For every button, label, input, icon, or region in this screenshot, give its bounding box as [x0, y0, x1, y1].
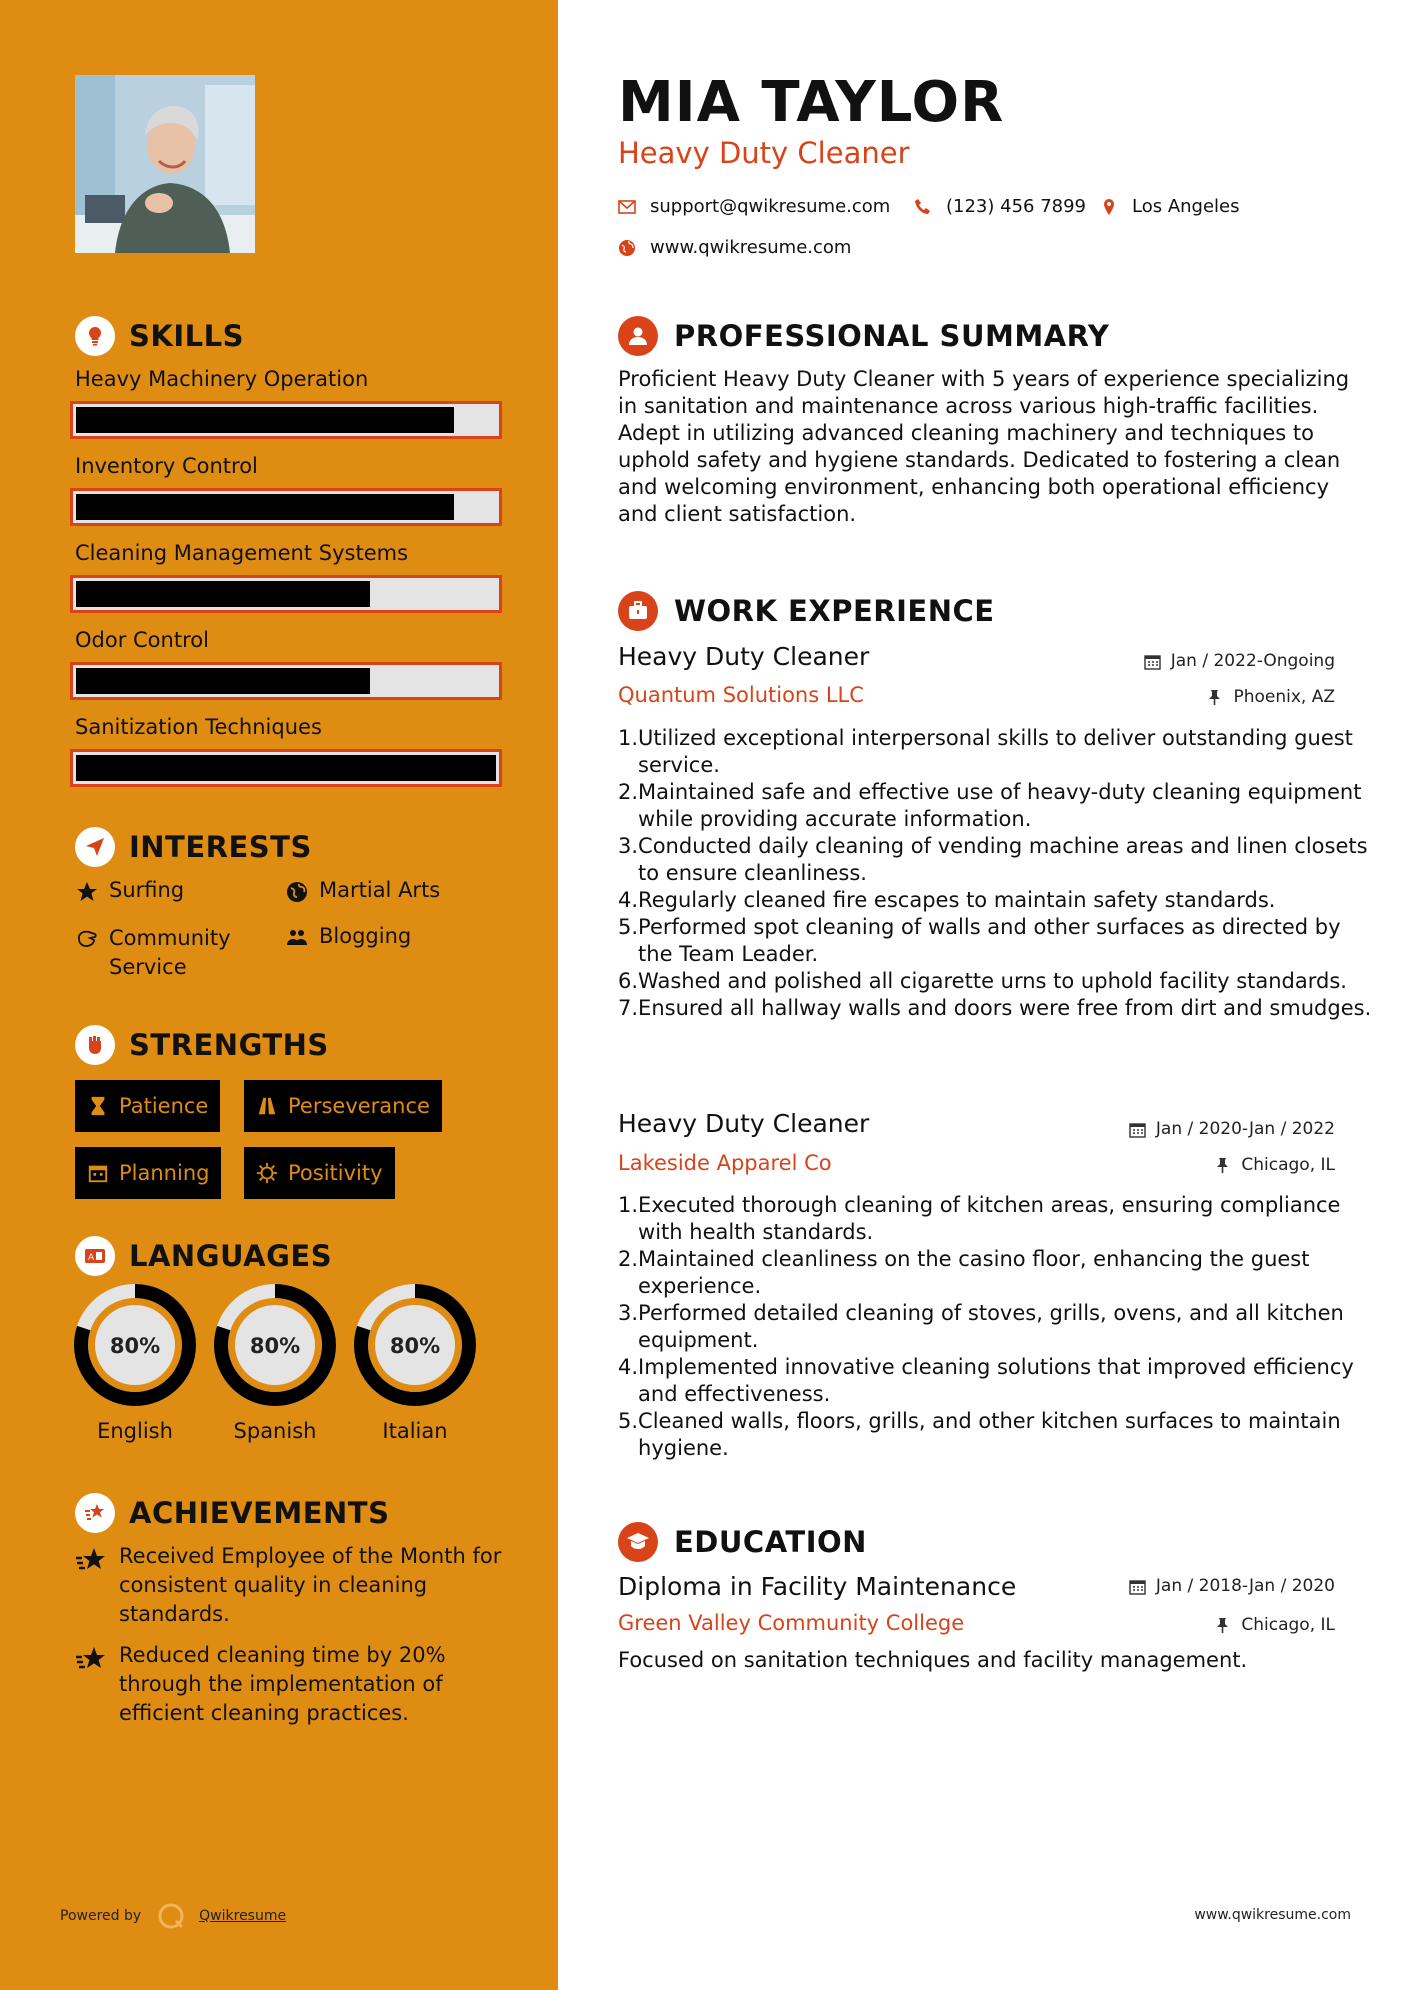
experience-title: WORK EXPERIENCE [674, 594, 995, 628]
skill-label: Sanitization Techniques [75, 715, 322, 739]
list-item: 2. Maintained cleanliness on the casino floor, enhancing the guest experience. [618, 1247, 1310, 1298]
contact-phone[interactable]: (123) 456 7899 [914, 196, 1086, 217]
skill-bar-fill [76, 407, 454, 433]
strength-chip: Patience [75, 1080, 220, 1132]
list-item: 2. Maintained safe and effective use of heavy-duty cleaning equipment while providing accurate information. [618, 780, 1362, 831]
footer-website[interactable]: www.qwikresume.com [1194, 1907, 1351, 1923]
phone-icon [914, 198, 932, 216]
summary-text: Proficient Heavy Duty Cleaner with 5 years of experience specializing in sanitation and maintenance across various high-traffic facilities. Adept in utilizing advanced cleaning machinery and techniques to uphold safety and hygiene standards. Dedicated to fostering a clean and welcoming environment, enhancing both operational efficiency and client satisfaction. [618, 367, 1350, 526]
main-content [558, 0, 1407, 1990]
summary-header [618, 316, 1109, 356]
skill-label: Inventory Control [75, 454, 258, 478]
skill-bar [70, 749, 502, 787]
language-percent: 80% [389, 1334, 441, 1358]
interest-item: Martial Arts [285, 878, 440, 904]
envelope-icon [618, 198, 636, 216]
strength-chip: Positivity [244, 1147, 395, 1199]
trophy-star-icon [75, 1493, 115, 1533]
skill-label: Odor Control [75, 628, 209, 652]
star-icon [75, 1546, 107, 1576]
skill-bar-fill [76, 668, 370, 694]
globe-icon [618, 239, 636, 257]
list-item: 1. Executed thorough cleaning of kitchen areas, ensuring compliance with health standards. [618, 1193, 1341, 1244]
job-dates: Jan / 2020-Jan / 2022 [1129, 1119, 1335, 1139]
svg-text:A: A [88, 1253, 95, 1263]
language-donut [353, 1283, 477, 1407]
strengths-title: STRENGTHS [129, 1028, 329, 1062]
summary-title: PROFESSIONAL SUMMARY [674, 319, 1110, 353]
qwikresume-logo-icon [157, 1902, 185, 1930]
strengths-header [75, 1025, 329, 1065]
skills-header [75, 316, 244, 356]
language-item [353, 1283, 477, 1443]
list-item: 6. Washed and polished all cigarette urns to uphold facility standards. [618, 969, 1347, 993]
contact-website[interactable]: www.qwikresume.com [618, 237, 851, 258]
achievement-item: Received Employee of the Month for consistent quality in cleaning standards. [75, 1542, 505, 1629]
language-name: Italian [382, 1419, 448, 1443]
job-company: Quantum Solutions LLC [618, 683, 864, 707]
skill-bar-fill [76, 494, 454, 520]
list-item: 4. Regularly cleaned fire escapes to maintain safety standards. [618, 888, 1276, 912]
pin-icon [1214, 1617, 1231, 1634]
skill-bar [70, 575, 502, 613]
graduation-icon [618, 1522, 658, 1562]
achievements-title: ACHIEVEMENTS [129, 1496, 390, 1530]
language-donut [73, 1283, 197, 1407]
job-duties [618, 1192, 1378, 1462]
interests-title: INTERESTS [129, 830, 312, 864]
job-role: Heavy Duty Cleaner [618, 642, 870, 671]
person-title: Heavy Duty Cleaner [618, 136, 910, 170]
powered-by: Powered by Qwikresume [60, 1902, 286, 1930]
contact-email[interactable]: support@qwikresume.com [618, 196, 890, 217]
skill-bar-fill [76, 581, 370, 607]
interests-header [75, 827, 312, 867]
language-icon [75, 1236, 115, 1276]
qwikresume-link[interactable]: Qwikresume [199, 1908, 287, 1924]
languages-title: LANGUAGES [129, 1239, 333, 1273]
language-percent: 80% [249, 1334, 301, 1358]
skill-bar [70, 401, 502, 439]
calendar-icon [1144, 653, 1161, 670]
education-degree: Diploma in Facility Maintenance [618, 1572, 1017, 1601]
list-item: 3. Performed detailed cleaning of stoves, grills, ovens, and all kitchen equipment. [618, 1301, 1344, 1352]
job-company: Lakeside Apparel Co [618, 1151, 832, 1175]
users-icon [285, 926, 309, 950]
contact-location: Los Angeles [1100, 196, 1240, 217]
skill-bar [70, 488, 502, 526]
skill-label: Cleaning Management Systems [75, 541, 409, 565]
language-item [213, 1283, 337, 1443]
profile-photo-illustration [75, 75, 255, 253]
profile-photo [75, 75, 255, 253]
map-pin-icon [1100, 198, 1118, 216]
job-duties [618, 725, 1378, 1022]
calendar-icon [87, 1162, 109, 1184]
hand-icon [75, 926, 99, 950]
job-role: Heavy Duty Cleaner [618, 1109, 870, 1138]
job-location: Phoenix, AZ [1206, 687, 1335, 707]
strength-chip: Perseverance [244, 1080, 442, 1132]
strength-chip: Planning [75, 1147, 221, 1199]
paper-plane-icon [75, 827, 115, 867]
skill-bar [70, 662, 502, 700]
education-school: Green Valley Community College [618, 1611, 965, 1635]
list-item: 7. Ensured all hallway walls and doors were free from dirt and smudges. [618, 996, 1372, 1020]
pin-icon [1206, 689, 1223, 706]
globe-icon [285, 880, 309, 904]
interest-item: Blogging [285, 924, 411, 950]
road-icon [256, 1095, 278, 1117]
sidebar [0, 0, 558, 1990]
interest-item: Surfing [75, 878, 184, 904]
languages-header [75, 1236, 332, 1276]
star-icon [75, 880, 99, 904]
experience-header [618, 591, 995, 631]
list-item: 5. Cleaned walls, floors, grills, and other kitchen surfaces to maintain hygiene. [618, 1409, 1341, 1460]
skills-title: SKILLS [129, 319, 244, 353]
star-icon [75, 1645, 107, 1675]
education-header [618, 1522, 867, 1562]
list-item: 5. Performed spot cleaning of walls and other surfaces as directed by the Team Leader. [618, 915, 1341, 966]
lightbulb-icon [75, 316, 115, 356]
sun-icon [256, 1162, 278, 1184]
calendar-icon [1129, 1578, 1146, 1595]
interest-item: Community Service [75, 924, 275, 982]
person-name: MIA TAYLOR [618, 70, 1005, 135]
user-icon [618, 316, 658, 356]
language-name: Spanish [233, 1419, 317, 1443]
fist-icon [75, 1025, 115, 1065]
list-item: 1. Utilized exceptional interpersonal skills to deliver outstanding guest service. [618, 726, 1353, 777]
skill-bar-fill [76, 755, 496, 781]
language-item [73, 1283, 197, 1443]
job-location: Chicago, IL [1214, 1155, 1335, 1175]
education-location: Chicago, IL [1214, 1615, 1335, 1635]
education-description: Focused on sanitation techniques and facility management. [618, 1648, 1248, 1672]
pin-icon [1214, 1157, 1231, 1174]
language-percent: 80% [109, 1334, 161, 1358]
hourglass-icon [87, 1095, 109, 1117]
skill-label: Heavy Machinery Operation [75, 367, 369, 391]
achievement-item: Reduced cleaning time by 20% through the implementation of efficient cleaning practices. [75, 1641, 505, 1728]
list-item: 4. Implemented innovative cleaning solutions that improved efficiency and effectiveness. [618, 1355, 1354, 1406]
education-title: EDUCATION [674, 1525, 867, 1559]
list-item: 3. Conducted daily cleaning of vending machine areas and linen closets to ensure cleanliness. [618, 834, 1368, 885]
achievements-header [75, 1493, 389, 1533]
calendar-icon [1129, 1121, 1146, 1138]
language-name: English [97, 1419, 173, 1443]
language-donut [213, 1283, 337, 1407]
briefcase-icon [618, 591, 658, 631]
education-dates: Jan / 2018-Jan / 2020 [1129, 1576, 1335, 1596]
job-dates: Jan / 2022-Ongoing [1144, 651, 1335, 671]
